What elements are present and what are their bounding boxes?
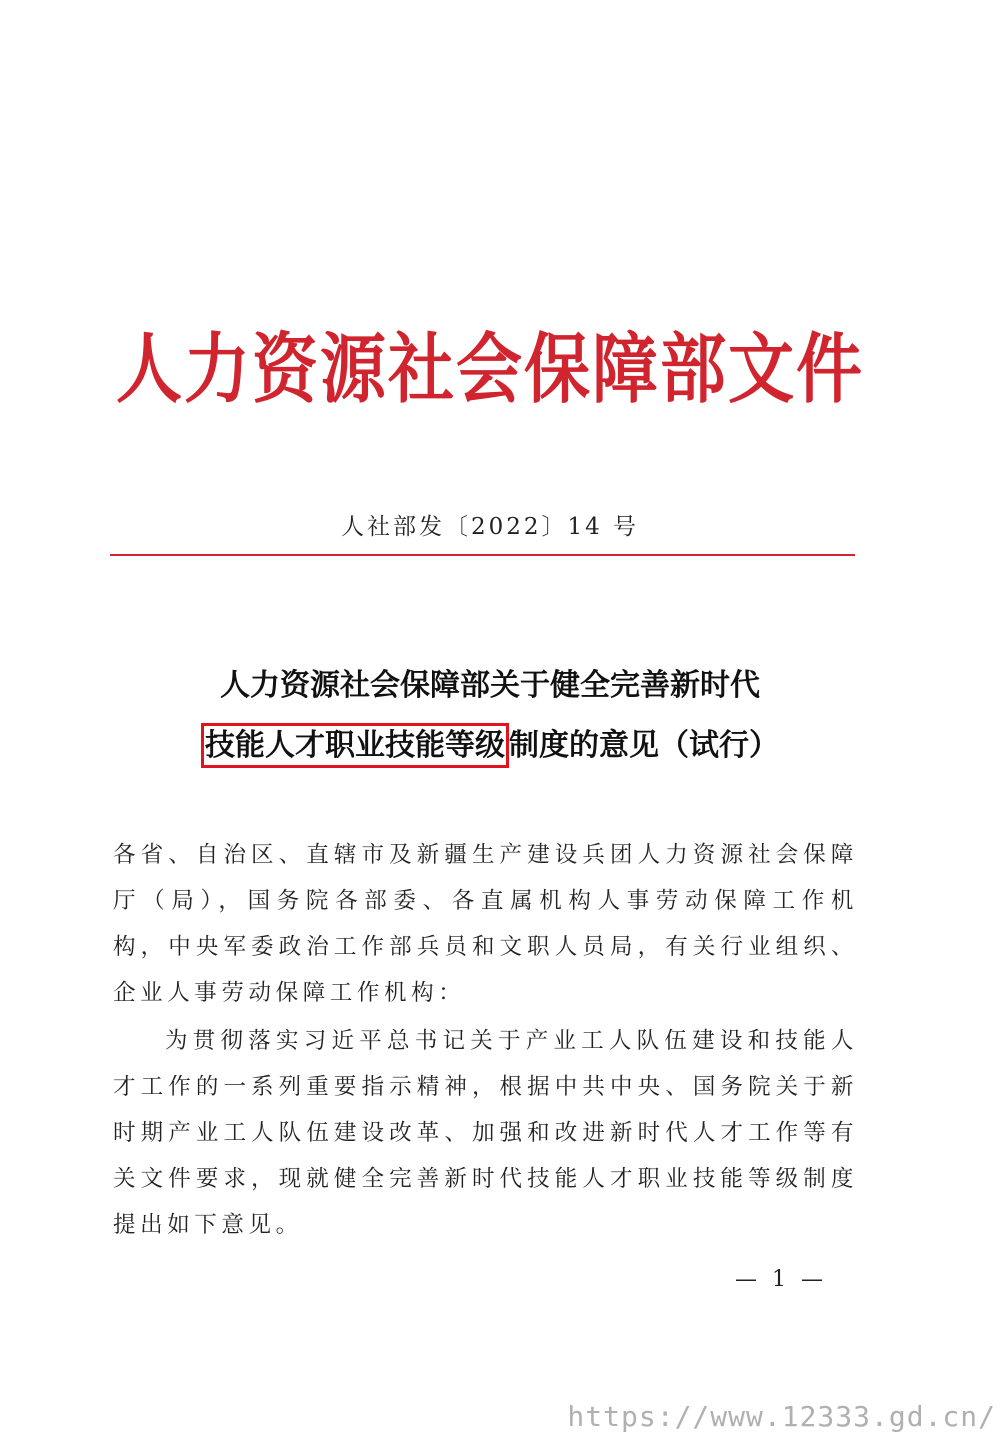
document-number: 人社部发〔2022〕14 号 [340,514,640,540]
page-number: — 1 — [735,1267,827,1292]
document-title-line-2 [110,724,870,768]
highlighted-title-phrase: 技能人才职业技能等级 [201,723,509,768]
red-divider-line [110,554,855,556]
title-line-2-rest: 制度的意见（试行） [509,728,779,763]
body-paragraph-1: 为贯彻落实习近平总书记关于产业工人队伍建设和技能人才工作的一系列重要指示精神，根据中共中央、国务院关于新时期产业工人队伍建设改革、加强和改进新时代人才工作等有关文件要求，现就健全完善新时代技能人才职业技能等级制度提出如下意见。 [113,1028,858,1238]
addressee-paragraph: 各省、自治区、直辖市及新疆生产建设兵团人力资源社会保障厅（局），国务院各部委、各直属机构人事劳动保障工作机构，中央军委政治工作部兵员和文职人员局，有关行业组织、企业人事劳动保障工作机构： [113,842,858,1006]
website-watermark: https://www.12333.gd.cn/ [567,1400,996,1433]
masthead-title: 人力资源社会保障部文件 [116,325,864,414]
document-title-line-1: 人力资源社会保障部关于健全完善新时代 [220,668,760,703]
